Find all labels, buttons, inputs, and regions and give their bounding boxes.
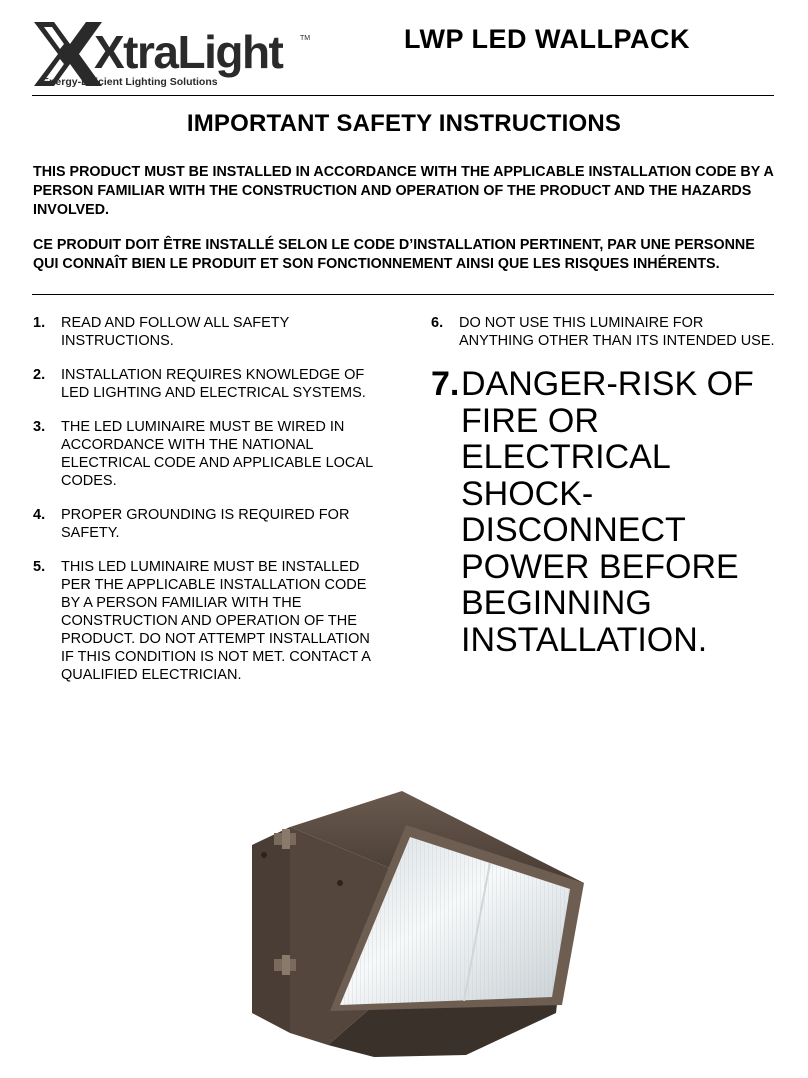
intro-divider — [32, 294, 774, 295]
product-photo — [244, 783, 589, 1061]
instruction-text: INSTALLATION REQUIRES KNOWLEDGE OF LED LIGHTING AND ELECTRICAL SYSTEMS. — [61, 367, 366, 401]
instructions-right-column — [431, 314, 776, 658]
led-wallpack-fixture-icon — [244, 783, 589, 1061]
instruction-number: 6. — [431, 315, 444, 331]
instruction-number: 4. — [33, 507, 46, 523]
brand-logo — [32, 18, 314, 90]
instruction-text: THE LED LUMINAIRE MUST BE WIRED IN ACCORDANCE WITH THE NATIONAL ELECTRICAL CODE AND APPLICABLE LOCAL CODES. — [61, 419, 373, 489]
instruction-item — [33, 558, 383, 684]
logo-trademark: TM — [300, 35, 311, 42]
instructions-left-column — [33, 314, 383, 700]
instruction-text: DO NOT USE THIS LUMINAIRE FOR ANYTHING OTHER THAN ITS INTENDED USE. — [459, 315, 775, 349]
instruction-text: PROPER GROUNDING IS REQUIRED FOR SAFETY. — [61, 507, 350, 541]
instruction-item — [33, 314, 383, 350]
intro-english: THIS PRODUCT MUST BE INSTALLED IN ACCORDANCE WITH THE APPLICABLE INSTALLATION CODE BY A PERSON FAMILIAR WITH THE CONSTRUCTION AND OPERATION OF THE PRODUCT AND THE HAZARDS INVOLVED. — [33, 164, 774, 218]
logo-tagline: Energy-Efficient Lighting Solutions — [42, 76, 218, 88]
intro-french: CE PRODUIT DOIT ÊTRE INSTALLÉ SELON LE CODE D’INSTALLATION PERTINENT, PAR UNE PERSONNE QUI CONNAÎT BIEN LE PRODUIT ET SON FONCTIONNEMENT AINSI QUE LES RISQUES INHÉRENTS. — [33, 237, 755, 272]
instruction-number: 3. — [33, 419, 46, 435]
instruction-item — [33, 366, 383, 402]
page-heading: IMPORTANT SAFETY INSTRUCTIONS — [186, 110, 622, 137]
danger-number: 7. — [431, 365, 460, 403]
instruction-item — [33, 418, 383, 490]
instruction-number: 5. — [33, 559, 46, 575]
product-title: LWP LED WALLPACK — [404, 24, 690, 54]
instruction-number: 1. — [33, 315, 46, 331]
instruction-number: 2. — [33, 367, 46, 383]
instruction-item — [431, 314, 776, 350]
instruction-text: THIS LED LUMINAIRE MUST BE INSTALLED PER THE APPLICABLE INSTALLATION CODE BY A PERSON FAMILIAR WITH THE CONSTRUCTION AND OPERATION OF THE PRODUCT. DO NOT ATTEMPT INSTALLATION IF THIS CONDITION IS NOT MET. CONTACT A QUALIFIED ELECTRICIAN. — [61, 559, 371, 683]
logo-brand-text: XtraLight — [94, 26, 283, 78]
instruction-text: READ AND FOLLOW ALL SAFETY INSTRUCTIONS. — [61, 315, 290, 349]
xtralight-logo-icon — [32, 18, 314, 90]
danger-text: DANGER-RISK OF FIRE OR ELECTRICAL SHOCK-DISCONNECT POWER BEFORE BEGINNING INSTALLATION. — [461, 365, 754, 659]
instruction-item — [33, 506, 383, 542]
header-divider — [32, 95, 774, 96]
danger-warning — [431, 366, 776, 658]
